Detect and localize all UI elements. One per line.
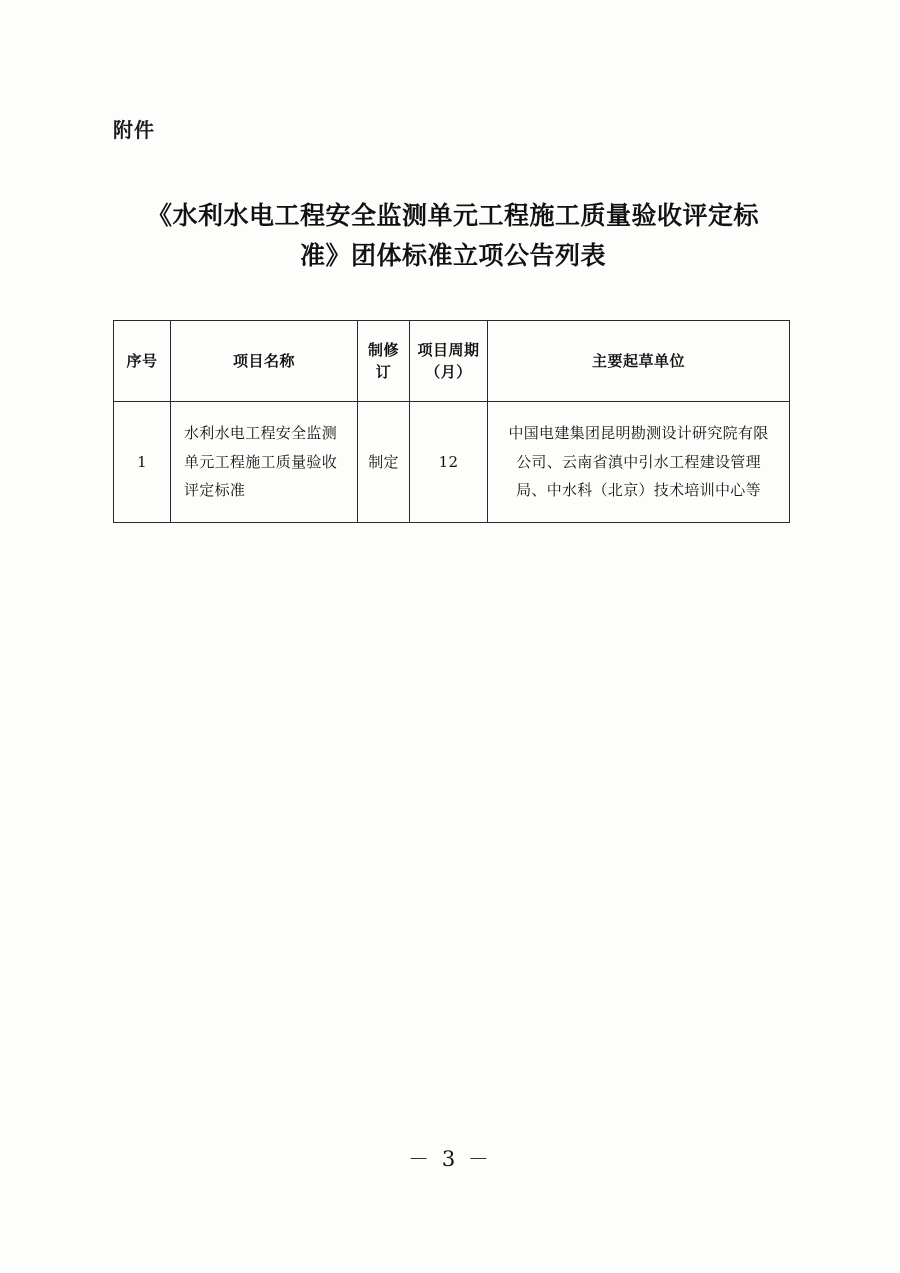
column-header-project-name: 项目名称 <box>171 321 358 402</box>
table-header-row <box>114 321 790 402</box>
column-header-period <box>410 321 488 402</box>
column-header-revision <box>358 321 410 402</box>
cell-organizations: 中国电建集团昆明勘测设计研究院有限公司、云南省滇中引水工程建设管理局、中水科（北京）技术培训中心等 <box>488 402 790 523</box>
column-header-period-line-1: 项目周期 <box>417 340 480 359</box>
announcement-table <box>113 320 790 523</box>
column-header-organizations: 主要起草单位 <box>488 321 790 402</box>
cell-period: 12 <box>410 402 488 523</box>
table-body <box>114 402 790 523</box>
cell-revision: 制定 <box>358 402 410 523</box>
table-header <box>114 321 790 402</box>
column-header-seq: 序号 <box>114 321 171 402</box>
column-header-revision-line-2: 订 <box>375 363 392 381</box>
column-header-revision-line-1: 制修 <box>367 340 399 359</box>
page-number: － 3 － <box>408 1147 492 1171</box>
table-row <box>114 402 790 523</box>
cell-project-name: 水利水电工程安全监测单元工程施工质量验收评定标准 <box>171 402 358 523</box>
attachment-label: 附件 <box>113 118 155 142</box>
page-title <box>113 196 793 276</box>
column-header-period-line-2: （月） <box>425 363 472 381</box>
cell-seq: 1 <box>114 402 171 523</box>
page-title-line-2: 准》团体标准立项公告列表 <box>299 241 606 270</box>
page-title-line-1: 《水利水电工程安全监测单元工程施工质量验收评定标 <box>146 201 759 230</box>
